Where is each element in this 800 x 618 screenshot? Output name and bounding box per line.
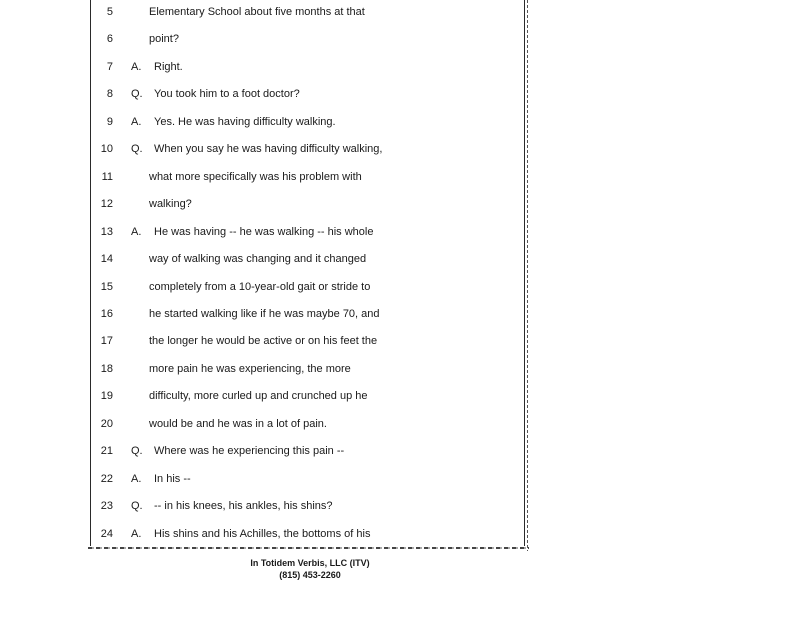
qa-marker: A.	[131, 225, 142, 238]
transcript-line	[0, 57, 440, 77]
line-number: 13	[100, 225, 113, 238]
transcript-line	[0, 386, 440, 406]
page-edge-right	[527, 0, 528, 551]
transcript-line	[0, 304, 440, 324]
line-text: In his --	[154, 472, 191, 485]
transcript-line	[0, 139, 440, 159]
line-text: -- in his knees, his ankles, his shins?	[154, 500, 333, 513]
transcript-line	[0, 524, 440, 544]
line-text: way of walking was changing and it changed	[149, 253, 367, 266]
line-number: 18	[100, 362, 113, 375]
transcript-line	[0, 359, 440, 379]
line-number: 11	[101, 170, 113, 183]
line-text: Right.	[154, 60, 183, 73]
qa-marker: Q.	[131, 445, 143, 458]
transcript-line	[0, 331, 440, 351]
transcript-line	[0, 496, 440, 516]
line-text: When you say he was having difficulty walking,	[154, 143, 383, 156]
transcript-line	[0, 2, 440, 22]
line-number: 12	[100, 198, 113, 211]
line-text: Yes. He was having difficulty walking.	[154, 115, 336, 128]
line-text: more pain he was experiencing, the more	[149, 362, 351, 375]
line-text: completely from a 10-year-old gait or stride to	[149, 280, 371, 293]
line-text: He was having -- he was walking -- his whole	[154, 225, 374, 238]
line-number: 6	[106, 33, 113, 46]
line-number: 5	[106, 6, 113, 18]
line-text: Elementary School about five months at that	[149, 6, 365, 18]
footer-phone: (815) 453-2260	[279, 570, 341, 580]
line-number: 23	[100, 500, 113, 513]
line-text: point?	[149, 33, 179, 46]
transcript-line	[0, 194, 440, 214]
line-number: 10	[100, 143, 113, 156]
line-text: would be and he was in a lot of pain.	[149, 417, 327, 430]
transcript-line	[0, 84, 440, 104]
line-number: 20	[100, 417, 113, 430]
page-edge-bottom	[88, 547, 529, 549]
transcript-line	[0, 414, 440, 434]
qa-marker: A.	[131, 527, 142, 540]
qa-marker: Q.	[131, 143, 143, 156]
line-number: 16	[100, 307, 113, 320]
line-text: Where was he experiencing this pain --	[154, 445, 345, 458]
transcript-page-border	[90, 0, 525, 546]
line-text: he started walking like if he was maybe 70, and	[149, 307, 380, 320]
line-text: difficulty, more curled up and crunched up he	[149, 390, 368, 403]
line-number: 9	[106, 115, 113, 128]
qa-marker: A.	[131, 472, 142, 485]
transcript-line	[0, 277, 440, 297]
qa-marker: Q.	[131, 88, 143, 101]
line-number: 19	[100, 390, 113, 403]
line-number: 7	[106, 60, 113, 73]
footer-company: In Totidem Verbis, LLC (ITV)	[250, 558, 370, 568]
line-number: 8	[106, 88, 113, 101]
transcript-line	[0, 167, 440, 187]
transcript-line	[0, 29, 440, 49]
line-text: the longer he would be active or on his feet the	[149, 335, 378, 348]
line-number: 15	[100, 280, 113, 293]
line-number: 17	[100, 335, 113, 348]
line-number: 14	[100, 253, 113, 266]
line-text: what more specifically was his problem with	[149, 170, 362, 183]
transcript-line	[0, 469, 440, 489]
transcript-line	[0, 112, 440, 132]
line-text: You took him to a foot doctor?	[154, 88, 300, 101]
qa-marker: Q.	[131, 500, 143, 513]
line-text: His shins and his Achilles, the bottoms of his	[154, 527, 371, 540]
transcript-line	[0, 222, 440, 242]
line-number: 22	[100, 472, 113, 485]
qa-marker: A.	[131, 60, 142, 73]
line-number: 24	[100, 527, 113, 540]
transcript-line	[0, 249, 440, 269]
qa-marker: A.	[131, 115, 142, 128]
line-text: walking?	[149, 198, 192, 211]
line-number: 21	[100, 445, 113, 458]
transcript-line	[0, 441, 440, 461]
